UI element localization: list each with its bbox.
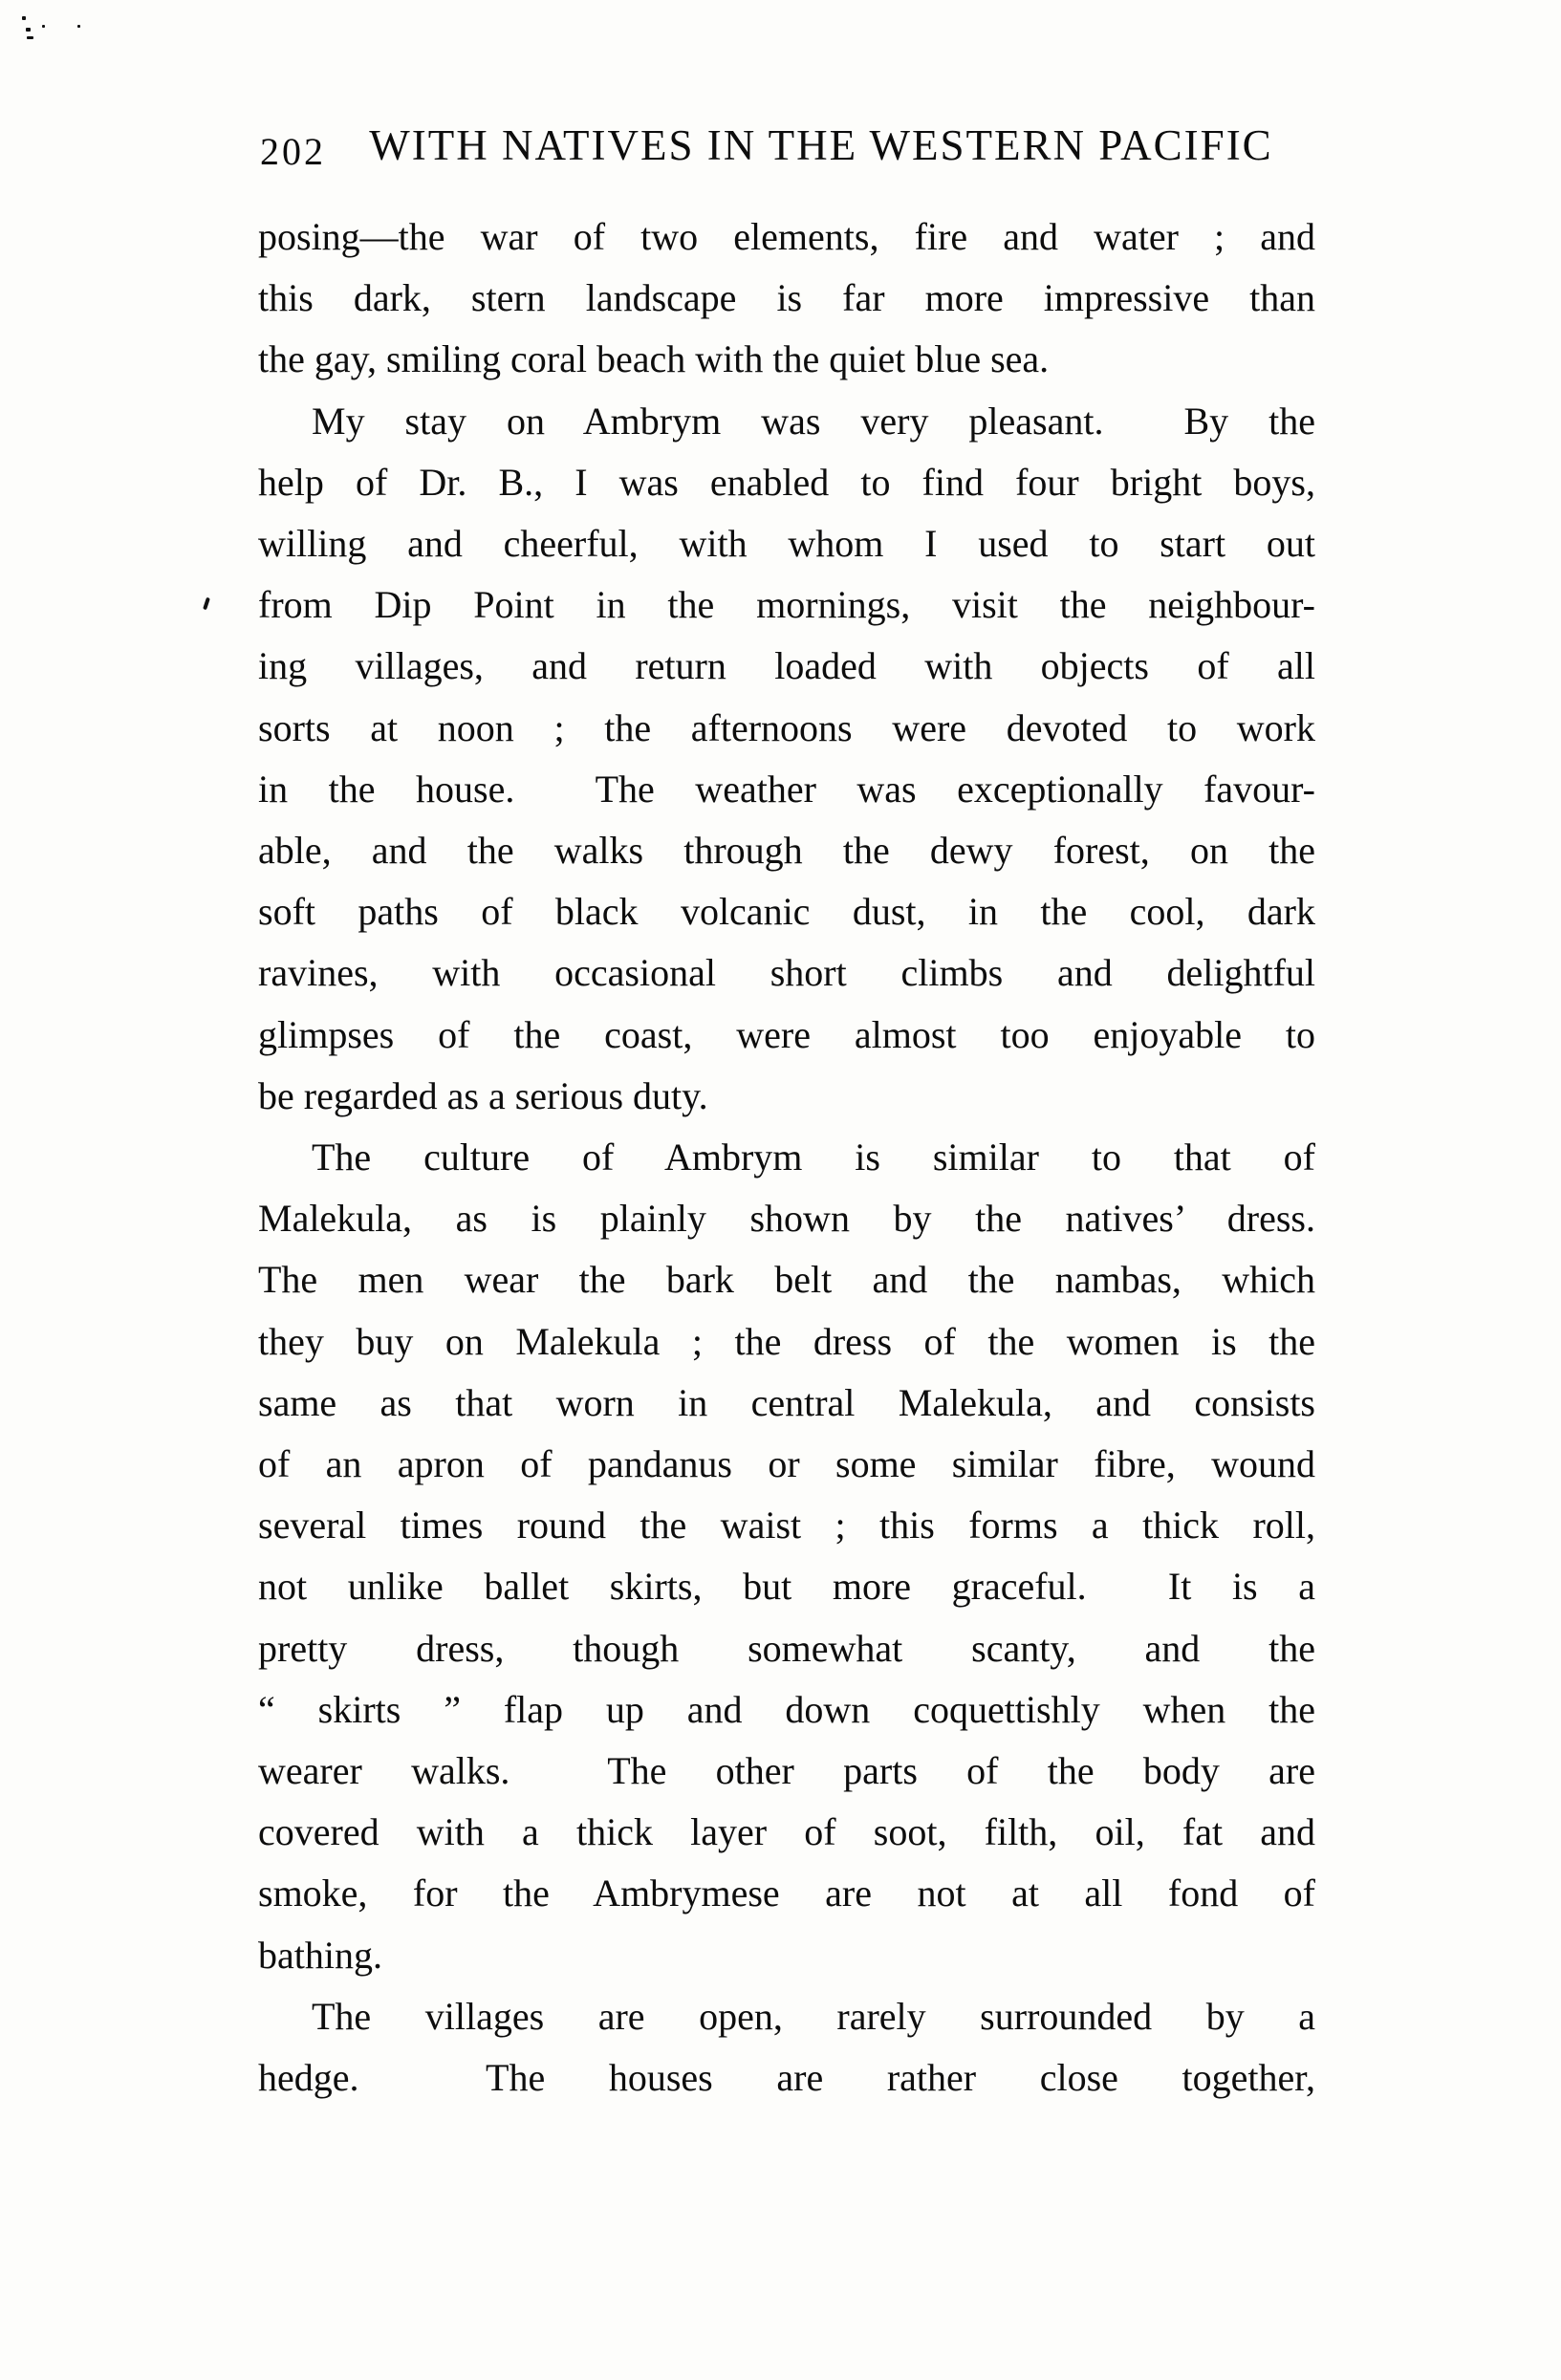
text-line: “ skirts ” flap up and down coquettishly when the <box>258 1687 1315 1731</box>
text-line: The villages are open, rarely surrounded by a <box>312 1994 1315 2038</box>
body-text <box>258 206 1315 2109</box>
text-line: sorts at noon ; the afternoons were devoted to work <box>258 705 1315 749</box>
text-line: bathing. <box>258 1933 382 1977</box>
text-line: from Dip Point in the mornings, visit the neighbour- <box>258 583 1315 627</box>
text-line: of an apron of pandanus or some similar fibre, wound <box>258 1442 1315 1486</box>
text-line: posing—the war of two elements, fire and water ; and <box>258 215 1315 258</box>
scan-artifact <box>27 36 33 39</box>
text-line: glimpses of the coast, were almost too enjoyable to <box>258 1012 1315 1056</box>
text-line: ing villages, and return loaded with objects of all <box>258 644 1315 688</box>
text-line: ravines, with occasional short climbs and delightful <box>258 951 1315 995</box>
text-line: same as that worn in central Malekula, and consists <box>258 1380 1315 1424</box>
text-line: they buy on Malekula ; the dress of the women is the <box>258 1319 1315 1363</box>
text-line: able, and the walks through the dewy forest, on the <box>258 829 1315 873</box>
page-number: 202 <box>260 130 326 173</box>
running-header <box>258 120 1315 173</box>
scan-artifact <box>203 597 210 611</box>
scan-artifact <box>22 16 26 20</box>
text-line: smoke, for the Ambrymese are not at all fond of <box>258 1872 1315 1915</box>
scan-artifact <box>26 28 31 32</box>
text-line: The culture of Ambrym is similar to that of <box>312 1136 1315 1179</box>
text-line: the gay, smiling coral beach with the quiet blue sea. <box>258 337 1050 381</box>
text-line: soft paths of black volcanic dust, in the cool, dark <box>258 890 1315 934</box>
scan-artifact <box>77 25 80 28</box>
text-line: pretty dress, though somewhat scanty, and the <box>258 1626 1315 1670</box>
text-line: The men wear the bark belt and the nambas, which <box>258 1258 1315 1302</box>
text-line: willing and cheerful, with whom I used to start out <box>258 522 1315 566</box>
text-line: in the house. The weather was exceptionally favour- <box>258 767 1315 811</box>
text-line: covered with a thick layer of soot, filth, oil, fat and <box>258 1810 1315 1854</box>
text-line: My stay on Ambrym was very pleasant. By the <box>312 399 1315 443</box>
text-line: wearer walks. The other parts of the body are <box>258 1749 1315 1793</box>
text-line: be regarded as a serious duty. <box>258 1073 708 1117</box>
text-line: help of Dr. B., I was enabled to find four bright boys, <box>258 460 1315 504</box>
header-title: WITH NATIVES IN THE WESTERN PACIFIC <box>369 121 1273 169</box>
text-line: hedge. The houses are rather close together, <box>258 2056 1315 2100</box>
text-line: not unlike ballet skirts, but more graceful. It is a <box>258 1565 1315 1609</box>
text-line: this dark, stern landscape is far more impressive than <box>258 276 1315 320</box>
text-line: several times round the waist ; this forms a thick roll, <box>258 1504 1315 1547</box>
scan-artifact <box>42 25 45 28</box>
text-line: Malekula, as is plainly shown by the natives’ dress. <box>258 1197 1315 1241</box>
